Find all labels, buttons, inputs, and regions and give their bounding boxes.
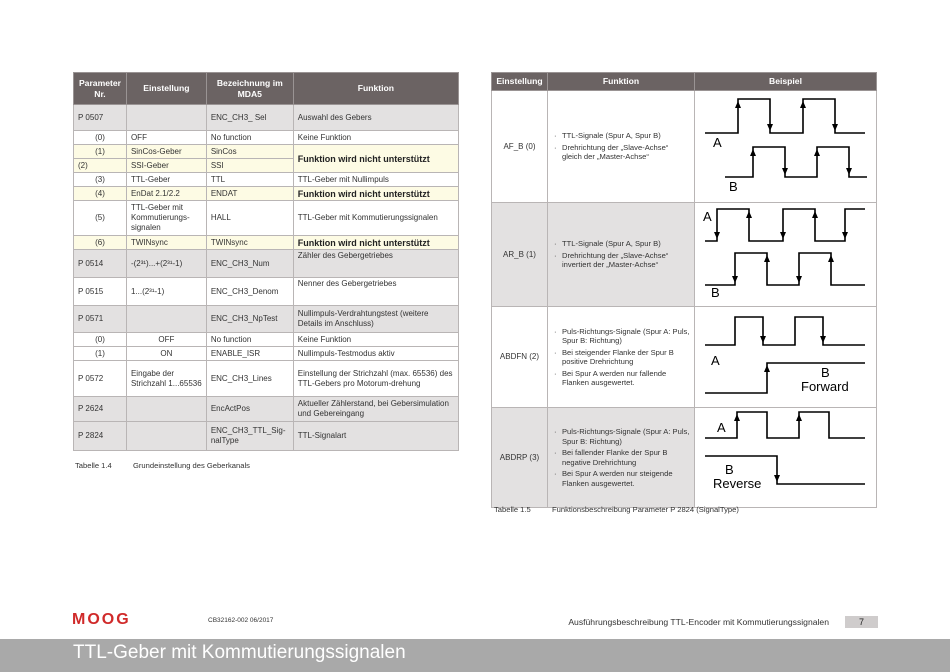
cell-setting: Eingabe der Strichzahl 1...65536	[126, 361, 206, 397]
bullet: · Bei Spur A werden nur fallende Flanken ausgewertet.	[552, 369, 690, 388]
table-row	[74, 333, 459, 347]
table-row	[74, 173, 459, 187]
cell-name: ENABLE_ISR	[206, 347, 293, 361]
cell-param: (0)	[74, 333, 127, 347]
chapter-title: TTL-Geber mit Kommutierungssignalen	[73, 642, 406, 663]
cell-setting: OFF	[126, 131, 206, 145]
caption-text: Funktionsbeschreibung Parameter P 2824 (SignalType)	[552, 505, 739, 514]
caption-number: Tabelle 1.5	[494, 505, 531, 514]
header-funktion: Funktion	[547, 73, 694, 91]
label-b: B	[711, 285, 720, 300]
table-row	[492, 408, 877, 508]
cell-name: No function	[206, 333, 293, 347]
bullet: · Drehrichtung der „Slave-Achse“ gleich der „Master-Achse“	[552, 143, 690, 162]
caption-number: Tabelle 1.4	[75, 461, 112, 470]
cell-func: Keine Funktion	[293, 333, 458, 347]
cell-param: P 0515	[74, 278, 127, 306]
cell-setting: SinCos-Geber	[126, 145, 206, 159]
cell-func: Aktueller Zählerstand, bei Gebersimulation und Gebereingang	[293, 397, 458, 422]
header-funktion: Funktion	[293, 73, 458, 105]
cell-name: ENDAT	[206, 187, 293, 201]
document-id: CB32162-002 06/2017	[208, 617, 274, 624]
cell-func: Nenner des Gebergetriebes	[293, 278, 458, 306]
cell-setting: OFF	[126, 333, 206, 347]
cell-param: P 0571	[74, 306, 127, 333]
bullet: · Drehrichtung der „Slave-Achse“ invertiert der „Master-Achse“	[552, 251, 690, 270]
label-b: B	[729, 179, 738, 194]
cell-func: TTL-Signalart	[293, 422, 458, 451]
table-row	[74, 250, 459, 278]
page-number: 7	[845, 616, 878, 628]
cell-setting	[126, 306, 206, 333]
cell-param: P 0514	[74, 250, 127, 278]
table-row	[492, 307, 877, 408]
label-a: A	[713, 135, 722, 150]
cell-name: ENC_CH3_ Sel	[206, 105, 293, 131]
header-param: Parameter Nr.	[74, 73, 127, 105]
cell-param: P 0572	[74, 361, 127, 397]
cell-func: Funktion wird nicht unterstützt	[293, 236, 458, 250]
bullet: · Bei Spur A werden nur steigende Flanken ausgewertet.	[552, 469, 690, 488]
cell-example	[695, 307, 877, 408]
footer-title: Ausführungsbeschreibung TTL-Encoder mit Kommutierungssignalen	[568, 617, 829, 627]
cell-setting: -(2³¹)...+(2³¹-1)	[126, 250, 206, 278]
waveform-abdrp	[695, 408, 875, 504]
cell-param: (1)	[74, 145, 127, 159]
table-row	[74, 105, 459, 131]
cell-name: SSI	[206, 159, 293, 173]
table-row	[492, 203, 877, 307]
cell-setting: 1...(2³¹-1)	[126, 278, 206, 306]
cell-setting: ABDFN (2)	[492, 307, 548, 408]
cell-param: P 2824	[74, 422, 127, 451]
cell-setting: ABDRP (3)	[492, 408, 548, 508]
cell-setting: AR_B (1)	[492, 203, 548, 307]
cell-func	[547, 307, 694, 408]
cell-param: (6)	[74, 236, 127, 250]
cell-setting: AF_B (0)	[492, 91, 548, 203]
cell-param: P 0507	[74, 105, 127, 131]
label-a: A	[703, 209, 712, 224]
cell-name: ENC_CH3_Lines	[206, 361, 293, 397]
cell-name: ENC_CH3_TTL_Sig-nalType	[206, 422, 293, 451]
table-row	[74, 397, 459, 422]
cell-func: Keine Funktion	[293, 131, 458, 145]
cell-setting: SSI-Geber	[126, 159, 206, 173]
table-geberkanal	[73, 72, 459, 451]
cell-param: (3)	[74, 173, 127, 187]
cell-name: TWINsync	[206, 236, 293, 250]
waveform-abdfn	[695, 307, 875, 404]
cell-func: Funktion wird nicht unterstützt	[293, 145, 458, 173]
table-row	[74, 201, 459, 236]
cell-func	[547, 408, 694, 508]
table-row	[74, 361, 459, 397]
cell-setting: TTL-Geber	[126, 173, 206, 187]
cell-name: SinCos	[206, 145, 293, 159]
table-row	[492, 91, 877, 203]
cell-name: No function	[206, 131, 293, 145]
cell-setting: TTL-Geber mit Kommutierungs-signalen	[126, 201, 206, 236]
cell-setting: EnDat 2.1/2.2	[126, 187, 206, 201]
cell-name: ENC_CH3_Denom	[206, 278, 293, 306]
cell-param: (2)	[74, 159, 127, 173]
chapter-band	[0, 639, 950, 672]
moog-logo: MOOG	[72, 611, 131, 628]
cell-func	[547, 203, 694, 307]
cell-setting	[126, 105, 206, 131]
cell-example	[695, 408, 877, 508]
cell-func	[547, 91, 694, 203]
label-a: A	[717, 420, 726, 435]
cell-param: P 2624	[74, 397, 127, 422]
bullet: · TTL-Signale (Spur A, Spur B)	[552, 239, 690, 249]
cell-param: (4)	[74, 187, 127, 201]
bullet: · Bei fallender Flanke der Spur B negative Drehrichtung	[552, 448, 690, 467]
bullet: · Puls-Richtungs-Signale (Spur A: Puls, Spur B: Richtung)	[552, 327, 690, 346]
cell-func: Einstellung der Strichzahl (max. 65536) des TTL-Gebers pro Motorum-drehung	[293, 361, 458, 397]
table-row	[74, 347, 459, 361]
cell-param: (5)	[74, 201, 127, 236]
cell-setting	[126, 422, 206, 451]
bullet: · Bei steigender Flanke der Spur B positive Drehrichtung	[552, 348, 690, 367]
cell-param: (1)	[74, 347, 127, 361]
cell-func: Auswahl des Gebers	[293, 105, 458, 131]
table-row	[74, 422, 459, 451]
cell-name: EncActPos	[206, 397, 293, 422]
cell-param: (0)	[74, 131, 127, 145]
waveform-ar-b	[695, 203, 875, 303]
cell-setting: ON	[126, 347, 206, 361]
waveform-af-b	[695, 91, 875, 199]
bullet: · Puls-Richtungs-Signale (Spur A: Puls, Spur B: Richtung)	[552, 427, 690, 446]
cell-func: Funktion wird nicht unterstützt	[293, 187, 458, 201]
caption-text: Grundeinstellung des Geberkanals	[133, 461, 250, 470]
label-forward: Forward	[801, 379, 849, 394]
header-einstellung: Einstellung	[492, 73, 548, 91]
cell-name: HALL	[206, 201, 293, 236]
cell-func: Zähler des Gebergetriebes	[293, 250, 458, 278]
cell-name: ENC_CH3_Num	[206, 250, 293, 278]
cell-example	[695, 91, 877, 203]
table-row	[74, 278, 459, 306]
header-einstellung: Einstellung	[126, 73, 206, 105]
table-signaltype	[491, 72, 877, 508]
table-row	[74, 236, 459, 250]
cell-name: TTL	[206, 173, 293, 187]
label-b: B	[821, 365, 830, 380]
label-b: B	[725, 462, 734, 477]
table-row	[74, 306, 459, 333]
cell-setting: TWINsync	[126, 236, 206, 250]
bullet: · TTL-Signale (Spur A, Spur B)	[552, 131, 690, 141]
cell-setting	[126, 397, 206, 422]
cell-name: ENC_CH3_NpTest	[206, 306, 293, 333]
cell-func: TTL-Geber mit Nullimpuls	[293, 173, 458, 187]
cell-func: Nullimpuls-Verdrahtungstest (weitere Details im Anschluss)	[293, 306, 458, 333]
cell-example	[695, 203, 877, 307]
table-row	[74, 131, 459, 145]
header-beispiel: Beispiel	[695, 73, 877, 91]
cell-func: TTL-Geber mit Kommutierungssignalen	[293, 201, 458, 236]
table-row	[74, 145, 459, 159]
label-reverse: Reverse	[713, 476, 762, 491]
cell-func: Nullimpuls-Testmodus aktiv	[293, 347, 458, 361]
header-bezeichnung: Bezeichnung im MDA5	[206, 73, 293, 105]
label-a: A	[711, 353, 720, 368]
table-row	[74, 187, 459, 201]
